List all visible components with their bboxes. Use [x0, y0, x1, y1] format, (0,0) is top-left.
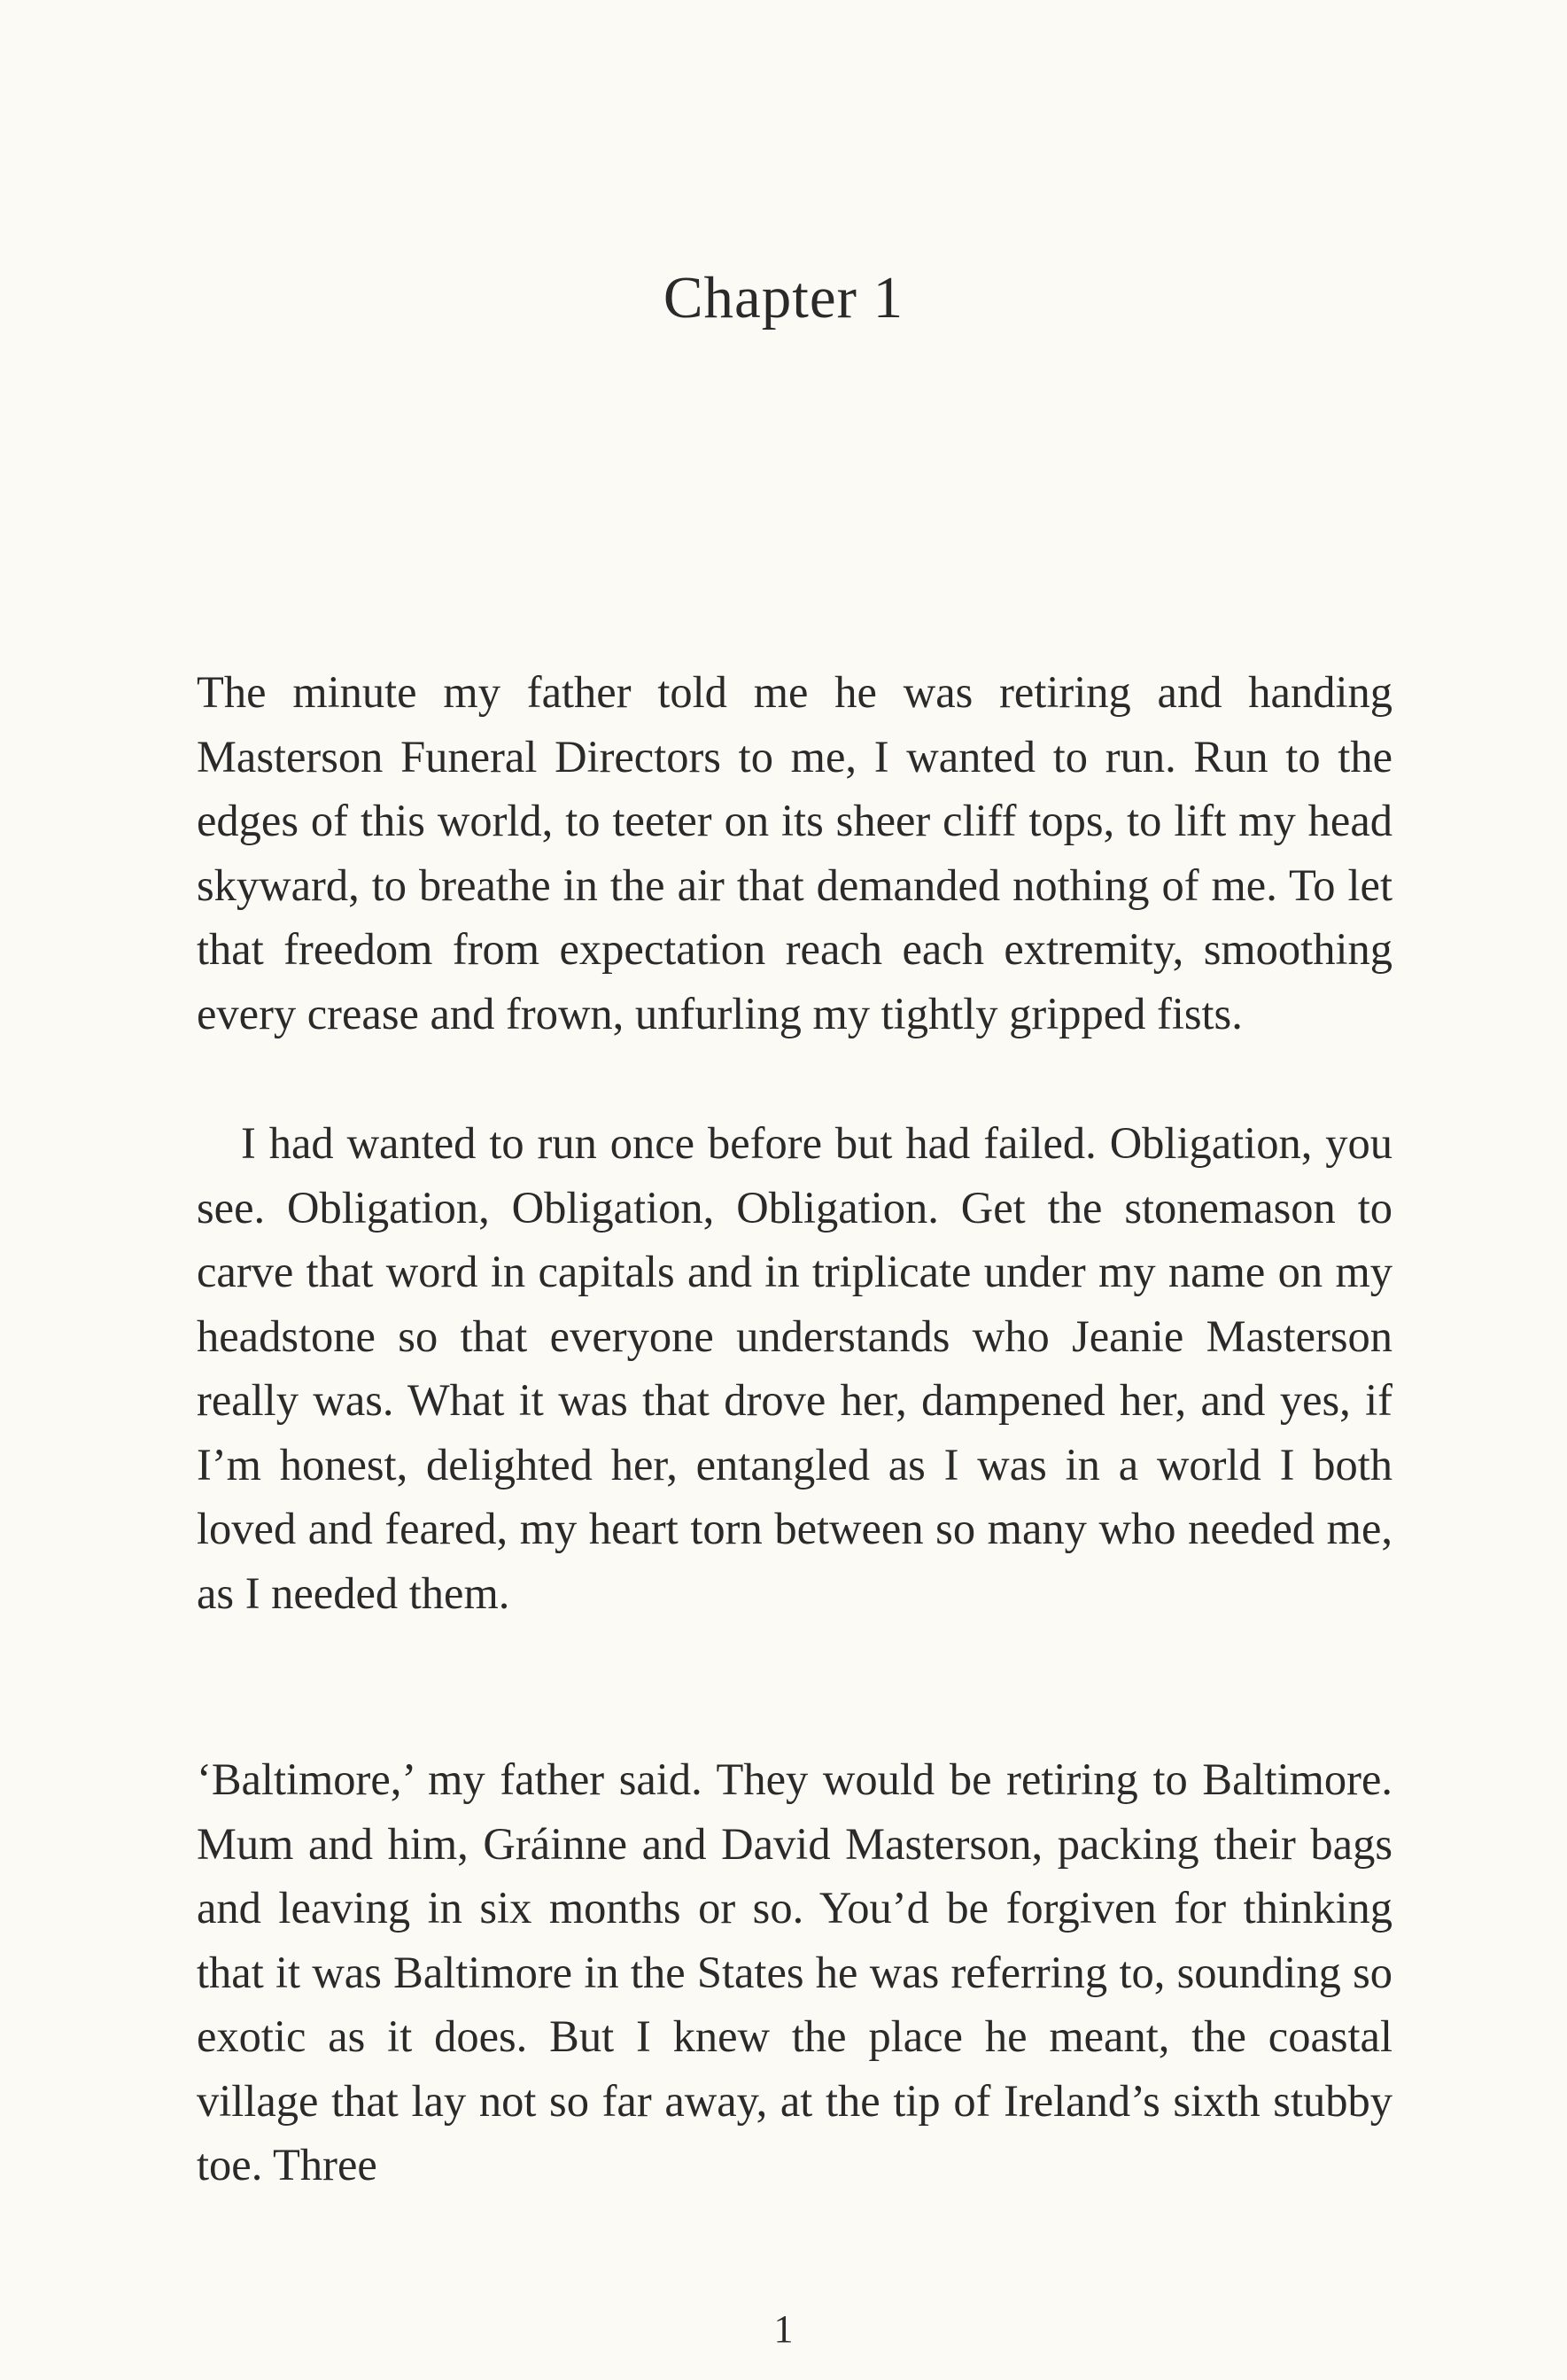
paragraph: I had wanted to run once before but had failed. Obligation, you see. Obligation, Obligation, Obligation. Get the stonemason to carve that word in capitals and in triplicate under my name on my headstone so that everyone understands who Jeanie Masterson really was. What it was that drove her, dampened her, and yes, if I’m honest, delighted her, entangled as I was in a world I both loved and feared, my heart torn between so many who needed me, as I needed them.: [197, 1118, 1392, 1618]
page-number: 1: [773, 2307, 794, 2351]
paragraph: ‘Baltimore,’ my father said. They would be retiring to Baltimore. Mum and him, Gráinne and David Masterson, packing their bags and leaving in six months or so. You’d be forgiven for thinking that it was Baltimore in the States he was referring to, sounding so exotic as it does. But I knew the place he meant, the coastal village that lay not so far away, at the tip of Ireland’s sixth stubby toe. Three: [197, 1754, 1392, 2189]
chapter-title: Chapter 1: [663, 265, 904, 331]
paragraph: The minute my father told me he was retiring and handing Masterson Funeral Directors to me, I wanted to run. Run to the edges of this world, to teeter on its sheer cliff tops, to lift my head skyward, to breathe in the air that demanded nothing of me. To let that freedom from expectation reach each extremity, smoothing every crease and frown, unfurling my tightly gripped fists.: [197, 667, 1392, 1038]
third-section: [197, 1747, 1392, 2197]
second-section: [197, 1111, 1392, 1625]
opening-section: [197, 660, 1392, 1046]
